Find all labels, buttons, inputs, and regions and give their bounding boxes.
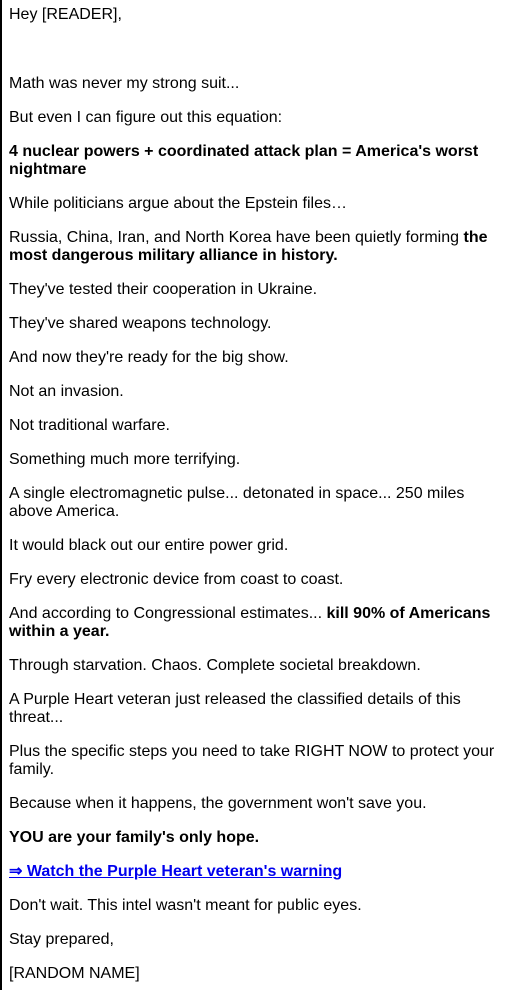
email-body <box>9 6 504 983</box>
paragraph-alliance <box>9 229 504 265</box>
paragraph-19: Because when it happens, the government won't save you. <box>9 795 427 812</box>
paragraph-hope <box>9 829 504 847</box>
estimates-text: And according to Congressional estimates... <box>9 605 327 622</box>
paragraph-17: A Purple Heart veteran just released the classified details of this threat... <box>9 691 461 726</box>
hope-bold: YOU are your family's only hope. <box>9 829 260 846</box>
paragraph-11: Something much more terrifying. <box>9 451 241 468</box>
paragraph-6: They've tested their cooperation in Ukraine. <box>9 281 318 298</box>
paragraph-16: Through starvation. Chaos. Complete societal breakdown. <box>9 657 421 674</box>
paragraph-2: But even I can figure out this equation: <box>9 109 283 126</box>
paragraph-12: A single electromagnetic pulse... detonated in space... 250 miles above America. <box>9 485 465 520</box>
paragraph-cta <box>9 863 504 881</box>
watch-warning-link[interactable]: ⇒ Watch the Purple Heart veteran's warning <box>9 863 343 880</box>
equation-bold: 4 nuclear powers + coordinated attack plan = America's worst nightmare <box>9 143 479 178</box>
paragraph-7: They've shared weapons technology. <box>9 315 272 332</box>
paragraph-estimates <box>9 605 504 641</box>
greeting: Hey [READER], <box>9 6 122 23</box>
paragraph-4: While politicians argue about the Epstein files… <box>9 195 347 212</box>
paragraph-14: Fry every electronic device from coast to coast. <box>9 571 344 588</box>
paragraph-10: Not traditional warfare. <box>9 417 170 434</box>
left-border <box>0 0 2 990</box>
paragraph-18: Plus the specific steps you need to take RIGHT NOW to protect your family. <box>9 743 495 778</box>
alliance-text: Russia, China, Iran, and North Korea have been quietly forming <box>9 229 464 246</box>
paragraph-13: It would black out our entire power grid. <box>9 537 289 554</box>
paragraph-equation <box>9 143 504 179</box>
paragraph-8: And now they're ready for the big show. <box>9 349 289 366</box>
paragraph-9: Not an invasion. <box>9 383 124 400</box>
estimates-bold: kill 90% of Americans within a year. <box>9 605 491 640</box>
alliance-bold: the most dangerous military alliance in history. <box>9 229 488 264</box>
paragraph-21: Don't wait. This intel wasn't meant for public eyes. <box>9 897 362 914</box>
paragraph-1: Math was never my strong suit... <box>9 75 240 92</box>
signoff: Stay prepared, <box>9 931 114 948</box>
signature: [RANDOM NAME] <box>9 965 140 982</box>
